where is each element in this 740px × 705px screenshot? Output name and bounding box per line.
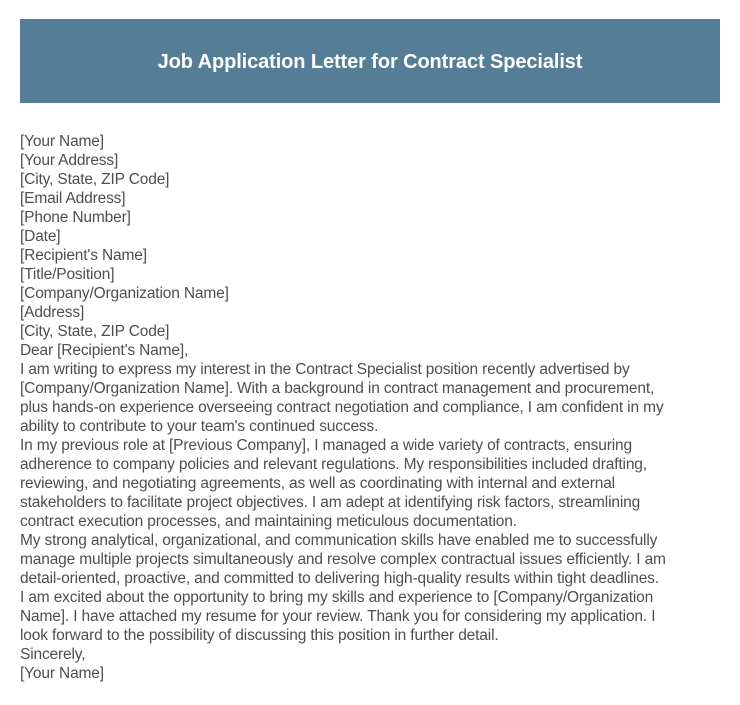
letter-body	[20, 132, 732, 683]
letter-line: [Recipient's Name]	[20, 247, 147, 264]
letter-line: Name]. I have attached my resume for your review. Thank you for considering my application. I	[20, 608, 656, 625]
letter-paragraphs	[20, 360, 732, 645]
letter-line: [Phone Number]	[20, 209, 131, 226]
closing: Sincerely,	[20, 646, 86, 663]
letter-line: [Your Name]	[20, 133, 104, 150]
letter-line: look forward to the possibility of discussing this position in further detail.	[20, 627, 499, 644]
letter-line: [Date]	[20, 228, 61, 245]
letter-line: reviewing, and negotiating agreements, as well as coordinating with internal and external	[20, 475, 615, 492]
letter-line: stakeholders to facilitate project objectives. I am adept at identifying risk factors, streamlining	[20, 494, 641, 511]
letter-line: [Title/Position]	[20, 266, 115, 283]
letter-line: I am excited about the opportunity to bring my skills and experience to [Company/Organization	[20, 589, 654, 606]
letter-line: ability to contribute to your team's continued success.	[20, 418, 379, 435]
sender-block	[20, 132, 732, 246]
letter-line: detail-oriented, proactive, and committed to delivering high-quality results within tight deadlines.	[20, 570, 659, 587]
recipient-block	[20, 246, 732, 341]
letter-line: contract execution processes, and maintaining meticulous documentation.	[20, 513, 517, 530]
letter-line: [Email Address]	[20, 190, 126, 207]
letter-line: [City, State, ZIP Code]	[20, 323, 170, 340]
letter-line: [Your Address]	[20, 152, 119, 169]
letter-line: adherence to company policies and relevant regulations. My responsibilities included drafting,	[20, 456, 647, 473]
letter-line: [Company/Organization Name]. With a background in contract management and procurement,	[20, 380, 655, 397]
letter-line: [City, State, ZIP Code]	[20, 171, 170, 188]
salutation: Dear [Recipient's Name],	[20, 342, 189, 359]
letter-line: manage multiple projects simultaneously and resolve complex contractual issues efficiently. I am	[20, 551, 666, 568]
page-title: Job Application Letter for Contract Specialist	[157, 51, 583, 73]
letter-line: [Company/Organization Name]	[20, 285, 229, 302]
signature: [Your Name]	[20, 665, 104, 682]
letter-line: I am writing to express my interest in the Contract Specialist position recently advertised by	[20, 361, 630, 378]
letter-line: plus hands-on experience overseeing contract negotiation and compliance, I am confident in my	[20, 399, 664, 416]
header-band	[20, 19, 720, 103]
letter-line: [Address]	[20, 304, 85, 321]
letter-line: My strong analytical, organizational, and communication skills have enabled me to successfully	[20, 532, 658, 549]
letter-line: In my previous role at [Previous Company], I managed a wide variety of contracts, ensuring	[20, 437, 632, 454]
